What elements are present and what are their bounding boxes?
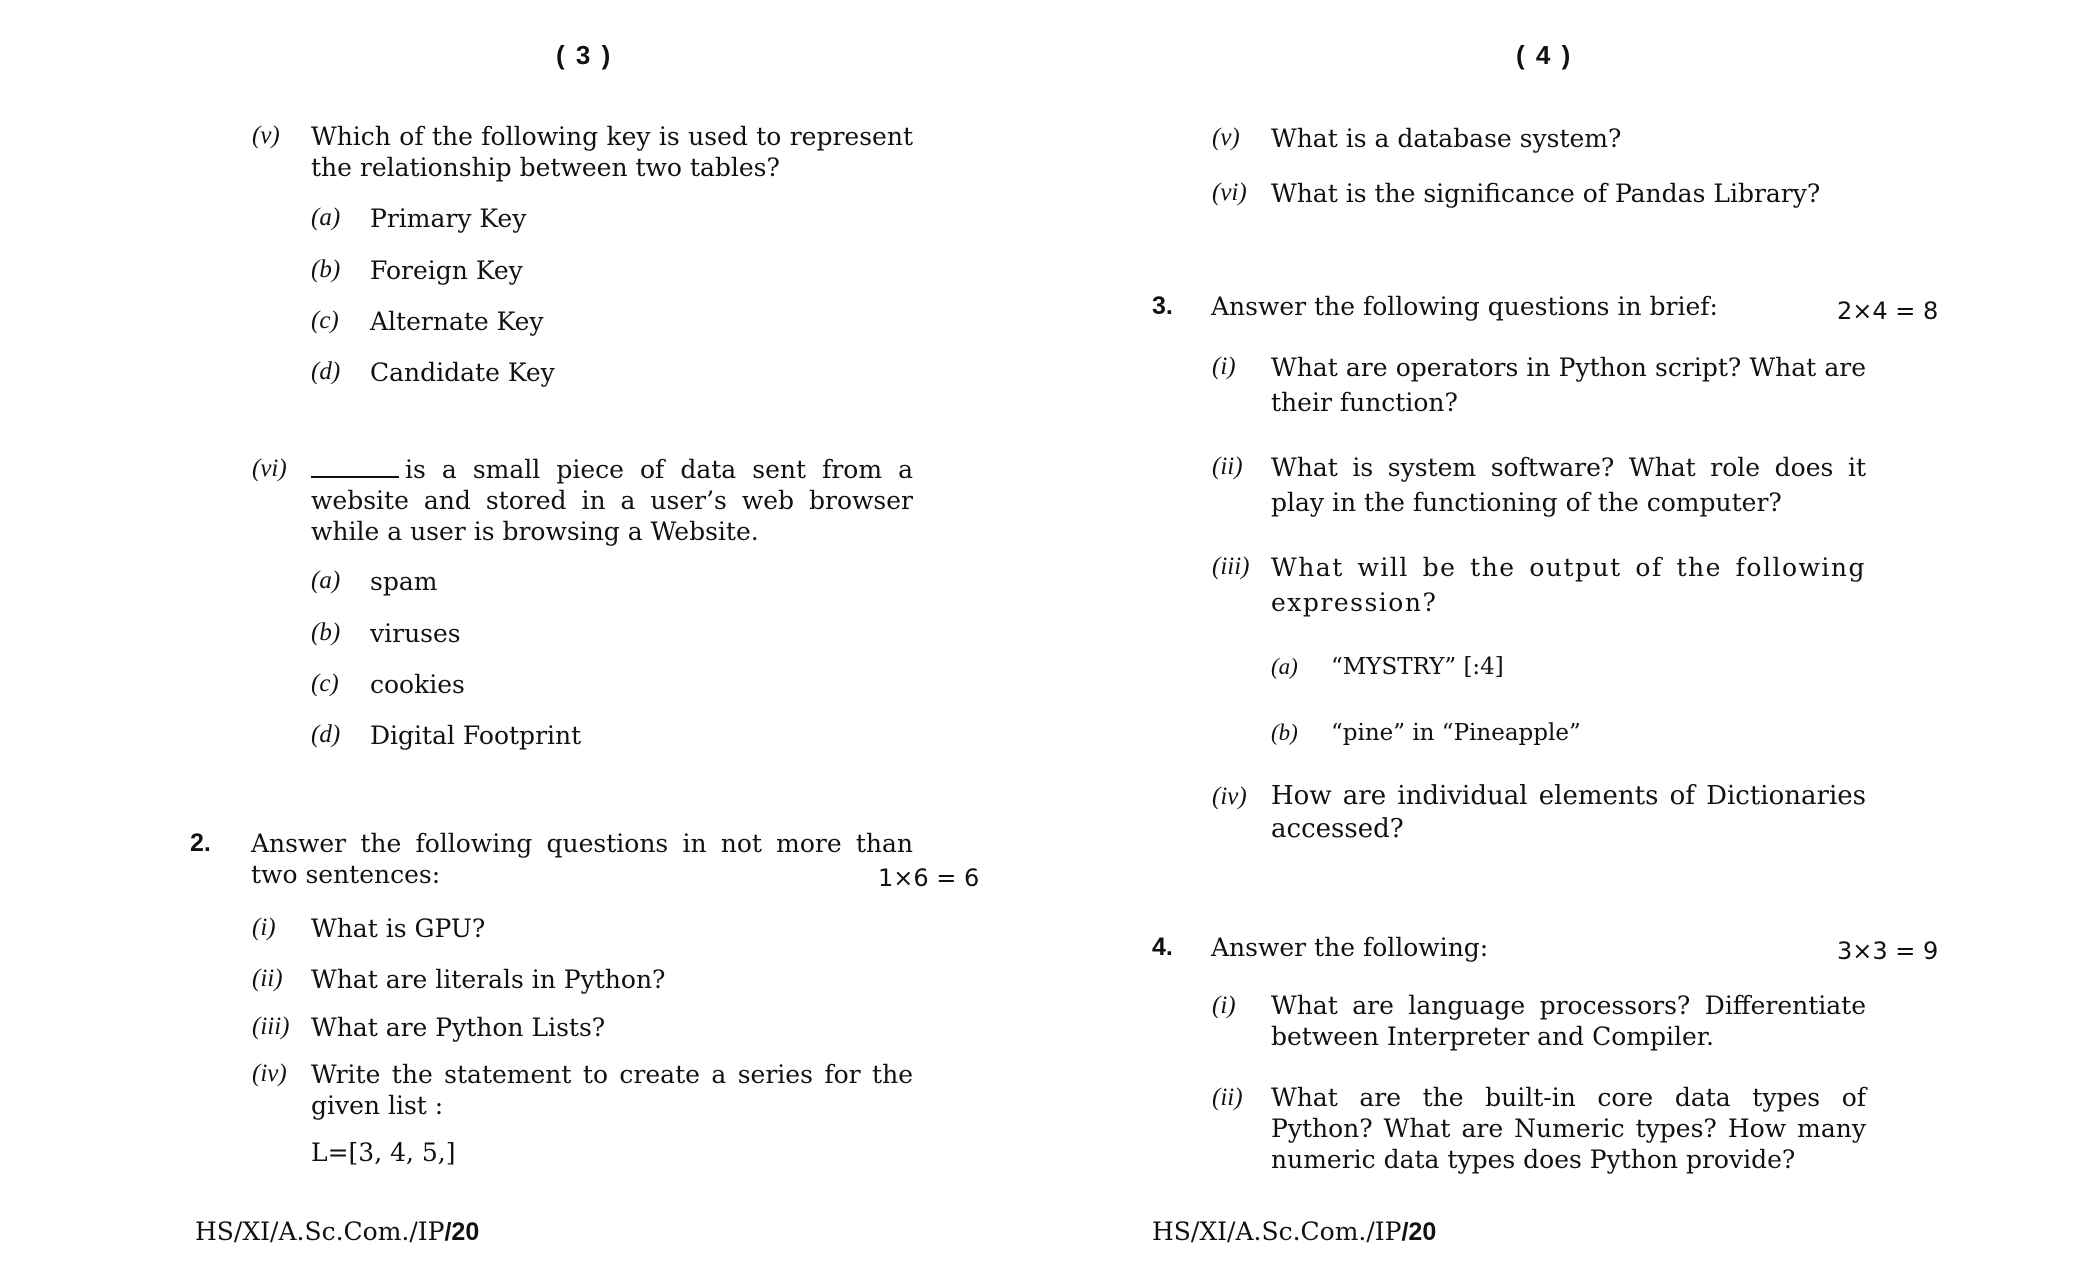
option-text: Foreign Key <box>370 256 523 285</box>
question-number: (i) <box>252 914 276 941</box>
question-text: What will be the output of the following expression? <box>1271 553 1866 617</box>
question-number: (i) <box>1212 992 1236 1019</box>
option-text: Alternate Key <box>370 307 544 336</box>
question-text: is a small piece of data sent from a website and stored in a user’s web browser while a user is browsing a Website. <box>311 455 913 546</box>
question-text: What are language processors? Differentiate between Interpreter and Compiler. <box>1271 991 1866 1051</box>
question-text: What is a database system? <box>1271 124 1622 153</box>
footer-code: HS/XI/A.Sc.Com./IP/20 <box>195 1217 480 1246</box>
question-number: (ii) <box>1212 1084 1243 1111</box>
question-text: What is the significance of Pandas Library? <box>1271 179 1821 208</box>
option-text: viruses <box>370 619 461 648</box>
question-number: (ii) <box>252 965 283 992</box>
question-text: What are the built-in core data types of Python? What are Numeric types? How many numeric data types does Python provide? <box>1271 1083 1866 1174</box>
question-number: 2. <box>190 829 211 857</box>
question-number: (vi) <box>252 455 287 482</box>
option-letter: (a) <box>311 567 341 594</box>
question-text: Write the statement to create a series for the given list : <box>311 1060 913 1120</box>
option-text: “pine” in “Pineapple” <box>1331 720 1581 746</box>
option-letter: (c) <box>311 670 339 697</box>
question-number: (iv) <box>252 1060 287 1087</box>
question-text: What is system software? What role does it play in the functioning of the computer? <box>1271 453 1866 517</box>
option-text: Candidate Key <box>370 358 555 387</box>
question-text: Which of the following key is used to represent the relationship between two tables? <box>311 122 913 182</box>
page-number: ( 3 ) <box>556 40 613 70</box>
question-text: What are operators in Python script? What are their function? <box>1271 353 1866 417</box>
option-letter: (a) <box>311 204 341 231</box>
question-number: (ii) <box>1212 453 1243 480</box>
question-number: (i) <box>1212 353 1236 380</box>
marks-label: 3×3 = 9 <box>1837 937 1939 965</box>
question-text: What are Python Lists? <box>311 1013 606 1042</box>
question-text: What is GPU? <box>311 914 486 943</box>
option-letter: (c) <box>311 307 339 334</box>
question-number: (v) <box>252 122 280 149</box>
code-snippet: L=[3, 4, 5,] <box>311 1138 456 1167</box>
option-text: cookies <box>370 670 465 699</box>
marks-label: 2×4 = 8 <box>1837 297 1939 325</box>
question-number: (iii) <box>252 1013 290 1040</box>
question-text: Answer the following questions in not more than two sentences: <box>251 829 913 889</box>
question-number: 3. <box>1152 292 1173 320</box>
option-letter: (b) <box>1271 720 1298 745</box>
option-text: “MYSTRY” [:4] <box>1331 654 1504 680</box>
option-text: Primary Key <box>370 204 527 233</box>
question-text: Answer the following: <box>1211 933 1489 962</box>
option-text: Digital Footprint <box>370 721 582 750</box>
option-letter: (a) <box>1271 654 1298 679</box>
question-number: (v) <box>1212 124 1240 151</box>
option-letter: (b) <box>311 619 341 646</box>
option-letter: (d) <box>311 358 341 385</box>
question-text: How are individual elements of Dictionaries accessed? <box>1271 781 1866 844</box>
question-text: What are literals in Python? <box>311 965 666 994</box>
question-number: (iii) <box>1212 553 1250 580</box>
question-text: Answer the following questions in brief: <box>1211 292 1718 321</box>
footer-code: HS/XI/A.Sc.Com./IP/20 <box>1152 1217 1437 1246</box>
option-letter: (b) <box>311 256 341 283</box>
question-number: (vi) <box>1212 179 1247 206</box>
page-number: ( 4 ) <box>1516 40 1573 70</box>
question-number: (iv) <box>1212 783 1247 810</box>
question-number: 4. <box>1152 933 1173 961</box>
option-letter: (d) <box>311 721 341 748</box>
fill-in-blank <box>311 454 399 478</box>
marks-label: 1×6 = 6 <box>878 864 980 892</box>
option-text: spam <box>370 567 438 596</box>
